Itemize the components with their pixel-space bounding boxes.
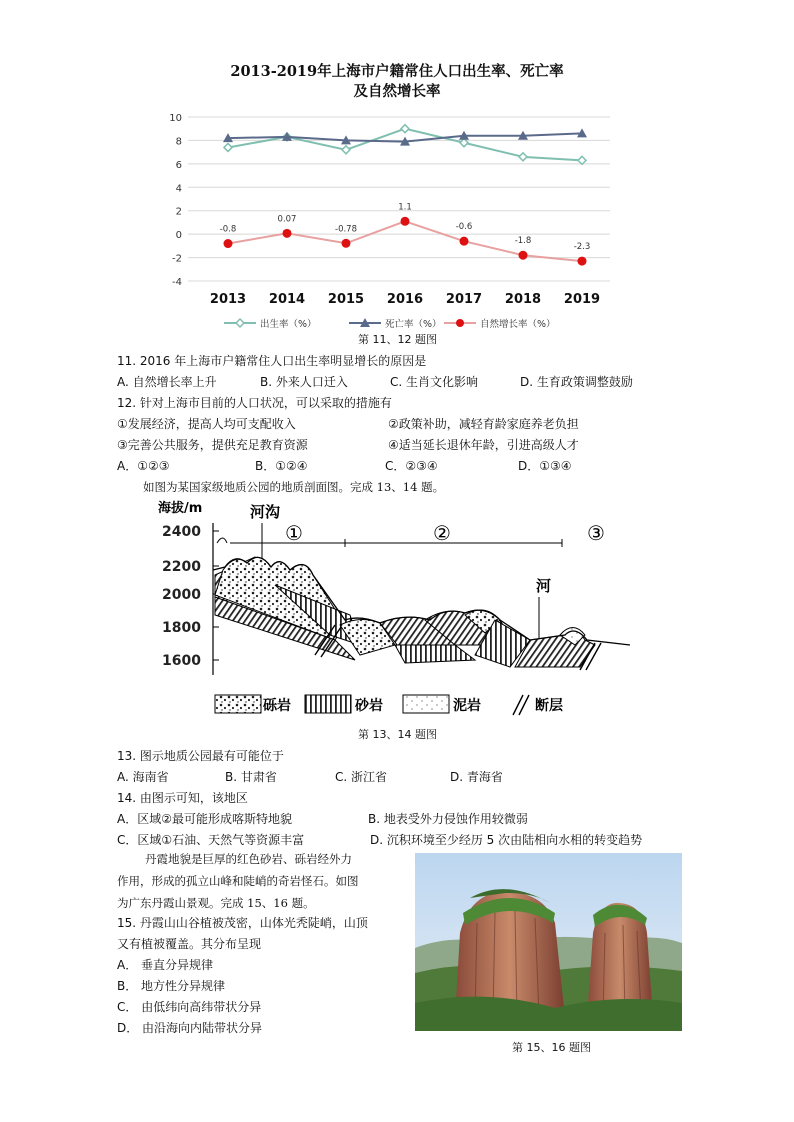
question-15-line-1: 15. 丹霞山山谷植被茂密，山体光秃陡峭，山顶 bbox=[117, 916, 368, 930]
legend-marker bbox=[236, 319, 244, 327]
danxia-line-3: 为广东丹霞山景观。完成 15、16 题。 bbox=[117, 896, 315, 910]
x-tick-label: 2014 bbox=[268, 292, 306, 307]
q12-option-c[interactable]: C．②③④ bbox=[385, 459, 438, 473]
q13-option-d[interactable]: D. 青海省 bbox=[450, 770, 503, 784]
x-tick-label: 2013 bbox=[209, 292, 247, 307]
question-12: 12. 针对上海市目前的人口状况，可以采取的措施有 bbox=[117, 396, 392, 410]
q11-option-d[interactable]: D. 生育政策调整鼓励 bbox=[520, 375, 633, 389]
caption-15-16: 第 15、16 题图 bbox=[512, 1041, 591, 1054]
y-tick-label: 0 bbox=[175, 230, 182, 242]
q15-option-d[interactable]: D． 由沿海向内陆带状分异 bbox=[117, 1021, 263, 1035]
growth-rate-point bbox=[519, 251, 528, 260]
legend-gravel: 砾岩 bbox=[263, 698, 291, 714]
danxia-paragraph bbox=[117, 848, 412, 914]
q13-option-c[interactable]: C. 浙江省 bbox=[335, 770, 388, 784]
data-label: -2.3 bbox=[573, 242, 591, 253]
q12-item-1: ①发展经济，提高人均可支配收入 bbox=[117, 417, 296, 431]
label-river-gully: 河沟 bbox=[250, 503, 281, 521]
data-label: -0.78 bbox=[335, 224, 357, 235]
data-label: -1.8 bbox=[514, 236, 532, 247]
question-13: 13. 图示地质公园最有可能位于 bbox=[117, 749, 284, 763]
growth-rate-point bbox=[283, 229, 292, 238]
region-3: ③ bbox=[587, 521, 605, 545]
q12-item-3: ③完善公共服务，提供充足教育资源 bbox=[117, 438, 308, 452]
growth-rate-point bbox=[342, 239, 351, 248]
x-tick-label: 2019 bbox=[563, 292, 601, 307]
x-tick-label: 2018 bbox=[504, 292, 542, 307]
svg-text:2400: 2400 bbox=[162, 524, 201, 540]
q14-option-c[interactable]: C．区域①石油、天然气等资源丰富 bbox=[117, 833, 305, 847]
q12-option-b[interactable]: B．①②④ bbox=[255, 459, 308, 473]
q11-option-b[interactable]: B. 外来人口迁入 bbox=[260, 375, 348, 389]
question-15-line-2: 又有植被覆盖。其分布呈现 bbox=[117, 937, 262, 951]
caption-11-12: 第 11、12 题图 bbox=[358, 333, 437, 346]
birth-rate-point bbox=[578, 156, 586, 164]
growth-rate-point bbox=[401, 217, 410, 226]
caption-13-14: 第 13、14 题图 bbox=[358, 728, 437, 741]
x-tick-label: 2015 bbox=[327, 292, 365, 307]
legend-fault: 断层 bbox=[535, 698, 563, 714]
data-label: 0.07 bbox=[277, 214, 297, 225]
y-tick-label: -4 bbox=[172, 277, 182, 288]
q15-option-a[interactable]: A． 垂直分异规律 bbox=[117, 958, 214, 972]
legend-mudstone: 泥岩 bbox=[453, 698, 481, 714]
birth-rate-point bbox=[342, 146, 350, 154]
data-label: -0.6 bbox=[455, 222, 473, 233]
growth-rate-point bbox=[224, 239, 233, 248]
data-label: -0.8 bbox=[219, 224, 237, 235]
chart-title-line2: 及自然增长率 bbox=[353, 83, 441, 100]
svg-text:1600: 1600 bbox=[162, 653, 201, 669]
y-tick-label: 8 bbox=[175, 136, 182, 148]
q12-item-2: ②政策补助，减轻育龄家庭养老负担 bbox=[388, 417, 579, 431]
danxia-line-2: 作用，形成的孤立山峰和陡峭的奇岩怪石。如图 bbox=[117, 874, 359, 888]
y-tick-label: 4 bbox=[175, 183, 182, 195]
question-11: 11. 2016 年上海市户籍常住人口出生率明显增长的原因是 bbox=[117, 354, 427, 368]
svg-text:1800: 1800 bbox=[162, 620, 201, 636]
profile-legend bbox=[215, 695, 563, 715]
region-1: ① bbox=[285, 521, 303, 545]
q15-option-b[interactable]: B． 地方性分异规律 bbox=[117, 979, 226, 993]
legend-label: 出生率（%） bbox=[260, 319, 317, 330]
q12-option-d[interactable]: D．①③④ bbox=[518, 459, 572, 473]
q12-item-4: ④适当延长退休年龄，引进高级人才 bbox=[388, 438, 579, 452]
danxia-mountain-photo bbox=[415, 853, 682, 1031]
y-tick-label: 2 bbox=[175, 206, 182, 218]
region-2: ② bbox=[433, 521, 451, 545]
danxia-line-1: 丹霞地貌是巨厚的红色砂岩、砾岩经外力 bbox=[145, 852, 352, 866]
rate-line-chart bbox=[160, 105, 620, 335]
label-river: 河 bbox=[536, 577, 552, 595]
q11-option-a[interactable]: A. 自然增长率上升 bbox=[117, 375, 217, 389]
svg-text:2000: 2000 bbox=[162, 587, 201, 603]
x-tick-label: 2017 bbox=[445, 292, 483, 307]
q14-option-b[interactable]: B. 地表受外力侵蚀作用较微弱 bbox=[368, 812, 528, 826]
q12-option-a[interactable]: A．①②③ bbox=[117, 459, 170, 473]
y-tick-label: 6 bbox=[175, 159, 182, 171]
profile-ylabel: 海拔/m bbox=[158, 501, 203, 516]
geological-profile bbox=[155, 495, 635, 725]
q14-option-d[interactable]: D. 沉积环境至少经历 5 次由陆相向水相的转变趋势 bbox=[370, 833, 643, 847]
chart-title bbox=[0, 62, 794, 102]
legend-label: 死亡率（%） bbox=[385, 319, 442, 330]
question-14: 14. 由图示可知，该地区 bbox=[117, 791, 248, 805]
chart-title-line1: 2013-2019年上海市户籍常住人口出生率、死亡率 bbox=[230, 63, 564, 80]
svg-text:2200: 2200 bbox=[162, 559, 201, 575]
y-tick-label: -2 bbox=[172, 253, 182, 265]
birth-rate-point bbox=[224, 143, 232, 151]
legend-sandstone: 砂岩 bbox=[355, 698, 383, 714]
birth-rate-point bbox=[401, 125, 409, 133]
q15-option-c[interactable]: C． 由低纬向高纬带状分异 bbox=[117, 1000, 262, 1014]
q13-option-b[interactable]: B. 甘肃省 bbox=[225, 770, 277, 784]
legend-marker bbox=[456, 319, 464, 327]
q14-option-a[interactable]: A．区域②最可能形成喀斯特地貌 bbox=[117, 812, 292, 826]
birth-rate-point bbox=[519, 153, 527, 161]
q11-option-c[interactable]: C. 生肖文化影响 bbox=[390, 375, 479, 389]
legend-label: 自然增长率（%） bbox=[480, 319, 556, 330]
q13-option-a[interactable]: A. 海南省 bbox=[117, 770, 169, 784]
growth-rate-point bbox=[460, 237, 469, 246]
growth-rate-point bbox=[578, 257, 587, 266]
data-label: 1.1 bbox=[398, 202, 412, 213]
y-tick-label: 10 bbox=[169, 113, 182, 124]
intro-13-14: 如图为某国家级地质公园的地质剖面图。完成 13、14 题。 bbox=[143, 480, 445, 494]
x-tick-label: 2016 bbox=[386, 292, 424, 307]
